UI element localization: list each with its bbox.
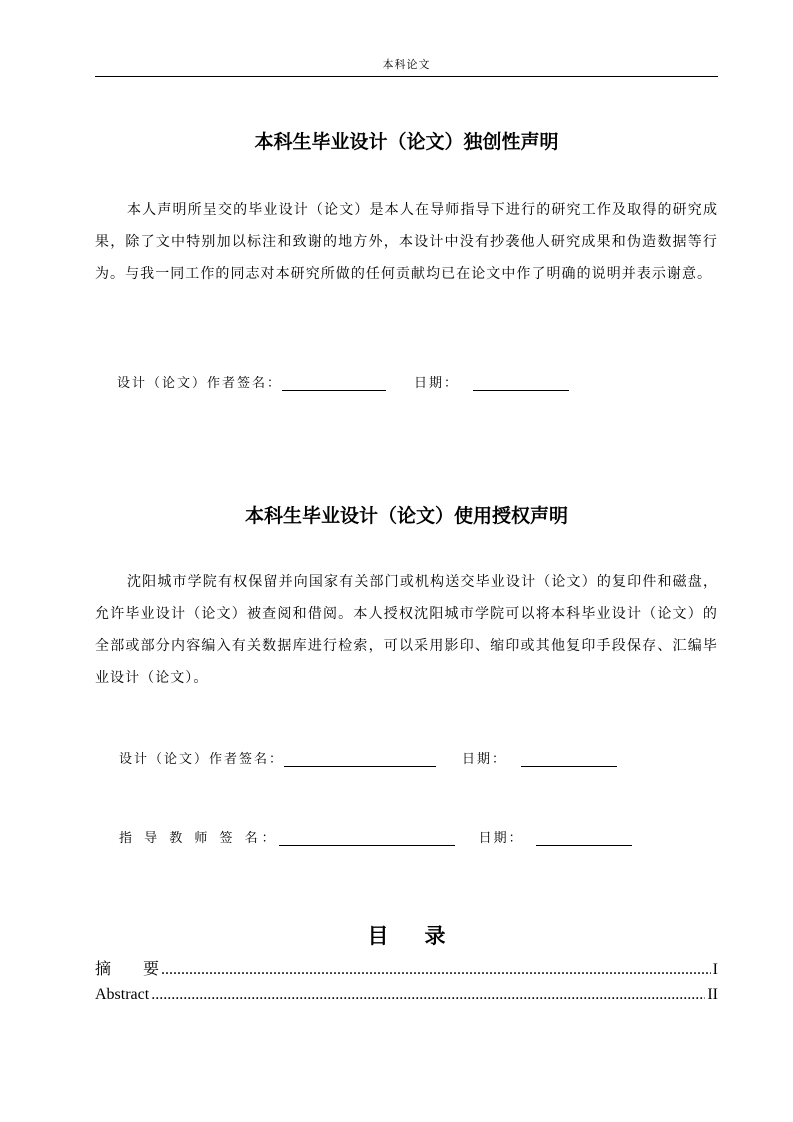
author-signature-label: 设计（论文）作者签名： bbox=[119, 752, 285, 767]
author-signature-line[interactable] bbox=[282, 374, 386, 391]
date-label: 日期： bbox=[414, 376, 460, 391]
authorization-title: 本科生毕业设计（论文）使用授权声明 bbox=[244, 505, 568, 527]
toc-entry-label: 摘 要 bbox=[95, 961, 160, 978]
authorization-author-row bbox=[119, 748, 617, 767]
originality-title: 本科生毕业设计（论文）独创性声明 bbox=[254, 131, 559, 153]
toc-title: 目 录 bbox=[367, 924, 446, 948]
date-line[interactable] bbox=[536, 829, 632, 846]
date-line[interactable] bbox=[473, 374, 569, 391]
advisor-signature-label: 指 导 教 师 签 名： bbox=[119, 831, 279, 846]
toc-entry-label: Abstract bbox=[95, 986, 150, 1003]
advisor-signature-line[interactable] bbox=[279, 829, 455, 846]
date-label: 日期： bbox=[478, 831, 524, 846]
toc-entry[interactable] bbox=[95, 986, 718, 1004]
author-signature-line[interactable] bbox=[284, 750, 436, 767]
date-label: 日期： bbox=[462, 752, 508, 767]
authorization-advisor-row bbox=[119, 827, 632, 846]
toc-entry-page: I bbox=[712, 961, 718, 978]
header-rule bbox=[95, 76, 718, 77]
toc-entry[interactable] bbox=[95, 956, 718, 979]
toc-leader-dots bbox=[151, 986, 705, 1004]
author-signature-label: 设计（论文）作者签名： bbox=[117, 376, 283, 391]
originality-body: 本人声明所呈交的毕业设计（论文）是本人在导师指导下进行的研究工作及取得的研究成果，除了文中特别加以标注和致谢的地方外，本设计中没有抄袭他人研究成果和伪造数据等行为。与我一同工作的同志对本研究所做的任何贡献均已在论文中作了明确的说明并表示谢意。 bbox=[95, 202, 718, 282]
date-line[interactable] bbox=[521, 750, 617, 767]
toc-leader-dots bbox=[161, 961, 711, 979]
page-header: 本科论文 bbox=[382, 58, 431, 71]
toc-entry-page: II bbox=[707, 986, 718, 1003]
originality-signature-row bbox=[117, 372, 569, 391]
authorization-body: 沈阳城市学院有权保留并向国家有关部门或机构送交毕业设计（论文）的复印件和磁盘，允许毕业设计（论文）被查阅和借阅。本人授权沈阳城市学院可以将本科毕业设计（论文）的全部或部分内容编入有关数据库进行检索，可以采用影印、缩印或其他复印手段保存、汇编毕业设计（论文）。 bbox=[95, 574, 718, 686]
